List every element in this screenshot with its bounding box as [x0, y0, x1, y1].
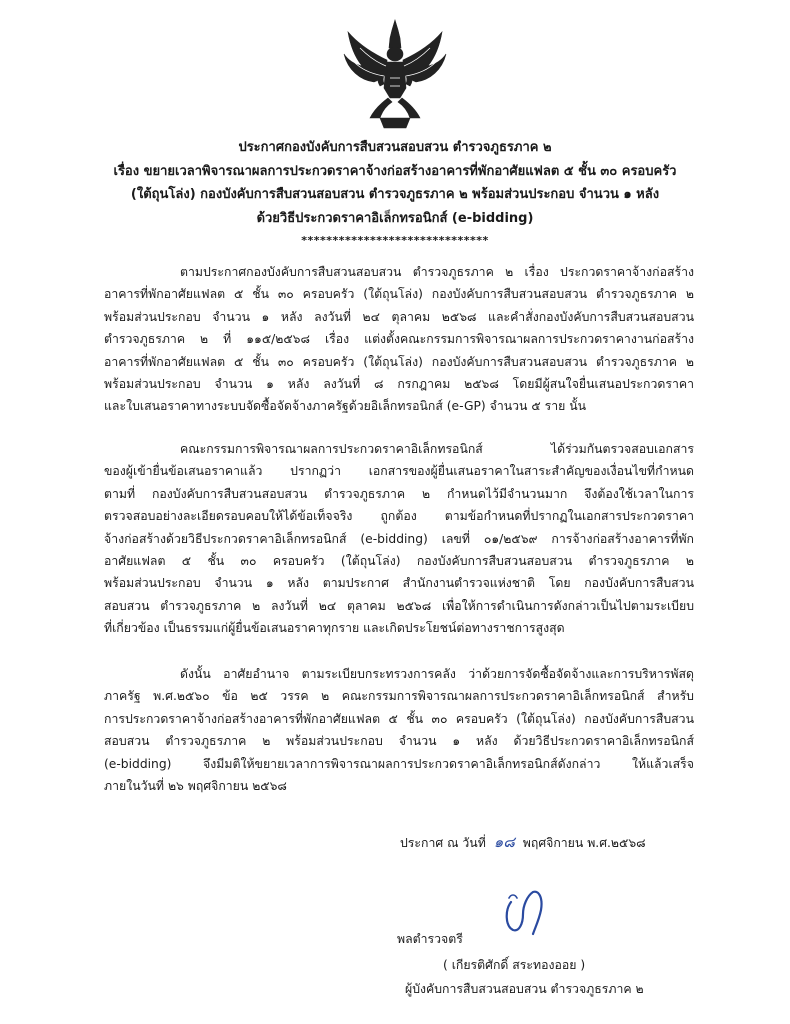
title-line: (ใต้ถุนโล่ง) กองบังคับการสืบสวนสอบสวน ตำรวจภูธรภาค ๒ พร้อมส่วนประกอบ จำนวน ๑ หลัง [130, 187, 660, 202]
paragraph-line: พร้อมส่วนประกอบ จำนวน ๑ หลัง ลงวันที่ ๘ กรกฎาคม ๒๕๖๘ โดยมีผู้สนใจยื่นเสนอประกวดราคา [104, 377, 694, 392]
announcement-title [70, 138, 720, 228]
paragraph-1 [104, 261, 694, 418]
paragraph-line: ภาครัฐ พ.ศ.๒๕๖๐ ข้อ ๒๕ วรรค ๒ คณะกรรมการพิจารณาผลการประกวดราคาอิเล็กทรอนิกส์ สำหรับ [104, 689, 694, 704]
paragraph-line: อาคารที่พักอาศัยแฟลต ๕ ชั้น ๓๐ ครอบครัว (ใต้ถุนโล่ง) กองบังคับการสืบสวนสอบสวน ตำรวจภูธรภาค ๒ [104, 354, 694, 369]
title-line: ด้วยวิธีประกวดราคาอิเล็กทรอนิกส์ (e-bidding) [256, 210, 534, 226]
title-line: ประกาศกองบังคับการสืบสวนสอบสวน ตำรวจภูธรภาค ๒ [238, 140, 552, 155]
paragraph-line: พร้อมส่วนประกอบ จำนวน ๑ หลัง ลงวันที่ ๒๔ ตุลาคม ๒๕๖๘ และคำสั่งกองบังคับการสืบสวนสอบสวน [104, 309, 694, 324]
announcement-date [400, 830, 646, 854]
paragraph-line: ตำรวจภูธรภาค ๒ ที่ ๑๑๕/๒๕๖๘ เรื่อง แต่งตั้งคณะกรรมการพิจารณาผลการประกวดราคางานก่อสร้าง [104, 332, 694, 347]
paragraph-2 [104, 438, 694, 640]
date-prefix: ประกาศ ณ วันที่ [400, 836, 486, 850]
paragraph-line: สอบสวน ตำรวจภูธรภาค ๒ พร้อมส่วนประกอบ จำนวน ๑ หลัง ด้วยวิธีประกวดราคาอิเล็กทรอนิกส์ [104, 734, 694, 749]
paragraph-line: (e-bidding) จึงมีมติให้ขยายเวลาการพิจารณาผลการประกวดราคาอิเล็กทรอนิกส์ดังกล่าว ให้แล้วเสร็จ [104, 756, 694, 771]
paragraph-line: อาศัยแฟลต ๕ ชั้น ๓๐ ครอบครัว (ใต้ถุนโล่ง) กองบังคับการสืบสวนสอบสวน ตำรวจภูธรภาค ๒ [104, 554, 694, 569]
signer-position: ผู้บังคับการสืบสวนสอบสวน ตำรวจภูธรภาค ๒ [405, 982, 644, 996]
paragraph-line: พร้อมส่วนประกอบ จำนวน ๑ หลัง ตามประกาศ สำนักงานตำรวจแห่งชาติ โดย กองบังคับการสืบสวน [104, 576, 694, 591]
paragraph-line: ภายในวันที่ ๒๖ พฤศจิกายน ๒๕๖๘ [104, 779, 287, 794]
paragraph-line: ตรวจสอบอย่างละเอียดรอบคอบให้ได้ข้อเท็จจริง ถูกต้อง ตามข้อกำหนดที่ปรากฏในเอกสารประกวดราคา [104, 509, 694, 524]
paragraph-line: อาคารที่พักอาศัยแฟลต ๕ ชั้น ๓๐ ครอบครัว (ใต้ถุนโล่ง) กองบังคับการสืบสวนสอบสวน ตำรวจภูธรภาค ๒ [104, 287, 694, 302]
paragraph-line: ที่เกี่ยวข้อง เป็นธรรมแก่ผู้ยื่นข้อเสนอราคาทุกราย และเกิดประโยชน์ต่อทางราชการสูงสุด [104, 621, 565, 636]
signature-mark [497, 880, 547, 936]
paragraph-line: จ้างก่อสร้างด้วยวิธีประกวดราคาอิเล็กทรอนิกส์ (e-bidding) เลขที่ ๐๑/๒๕๖๙ การจ้างก่อสร้างอาคารที่พัก [104, 531, 694, 546]
signer-rank: พลตำรวจตรี [397, 932, 463, 946]
date-suffix: พฤศจิกายน พ.ศ.๒๕๖๘ [522, 836, 646, 850]
paragraph-line: ตามที่ กองบังคับการสืบสวนสอบสวน ตำรวจภูธรภาค ๒ กำหนดไว้มีจำนวนมาก จึงต้องใช้เวลาในการ [104, 486, 694, 501]
paragraph-line: การประกวดราคาจ้างก่อสร้างอาคารที่พักอาศัยแฟลต ๕ ชั้น ๓๐ ครอบครัว (ใต้ถุนโล่ง) กองบังคับการสืบสวน [104, 711, 694, 726]
paragraph-line: ของผู้เข้ายื่นข้อเสนอราคาแล้ว ปรากฏว่า เอกสารของผู้ยื่นเสนอราคาในสาระสำคัญของเงื่อนไขที่กำหนด [104, 464, 694, 479]
paragraph-line: สอบสวน ตำรวจภูธรภาค ๒ ลงวันที่ ๒๔ ตุลาคม ๒๕๖๘ เพื่อให้การดำเนินการดังกล่าวเป็นไปตามระเบียบ [104, 598, 694, 613]
title-line: เรื่อง ขยายเวลาพิจารณาผลการประกวดราคาจ้างก่อสร้างอาคารที่พักอาศัยแฟลต ๕ ชั้น ๓๐ ครอบครัว [113, 163, 677, 179]
title-separator: ****************************** [301, 234, 489, 247]
paragraph-line: ตามประกาศกองบังคับการสืบสวนสอบสวน ตำรวจภูธรภาค ๒ เรื่อง ประกวดราคาจ้างก่อสร้าง [180, 265, 694, 279]
signer-name: ( เกียรติศักดิ์ สระทองออย ) [443, 958, 586, 972]
paragraph-line: คณะกรรมการพิจารณาผลการประกวดราคาอิเล็กทรอนิกส์ ได้ร่วมกันตรวจสอบเอกสาร [180, 442, 694, 456]
paragraph-line: ดังนั้น อาศัยอำนาจ ตามระเบียบกระทรวงการคลัง ว่าด้วยการจัดซื้อจัดจ้างและการบริหารพัสดุ [180, 667, 694, 681]
date-day: ๑๘ [493, 833, 515, 851]
paragraph-line: และใบเสนอราคาทางระบบจัดซื้อจัดจ้างภาครัฐด้วยอิเล็กทรอนิกส์ (e-GP) จำนวน ๕ ราย นั้น [104, 399, 587, 414]
garuda-emblem-icon [340, 18, 450, 130]
paragraph-3 [104, 663, 694, 797]
